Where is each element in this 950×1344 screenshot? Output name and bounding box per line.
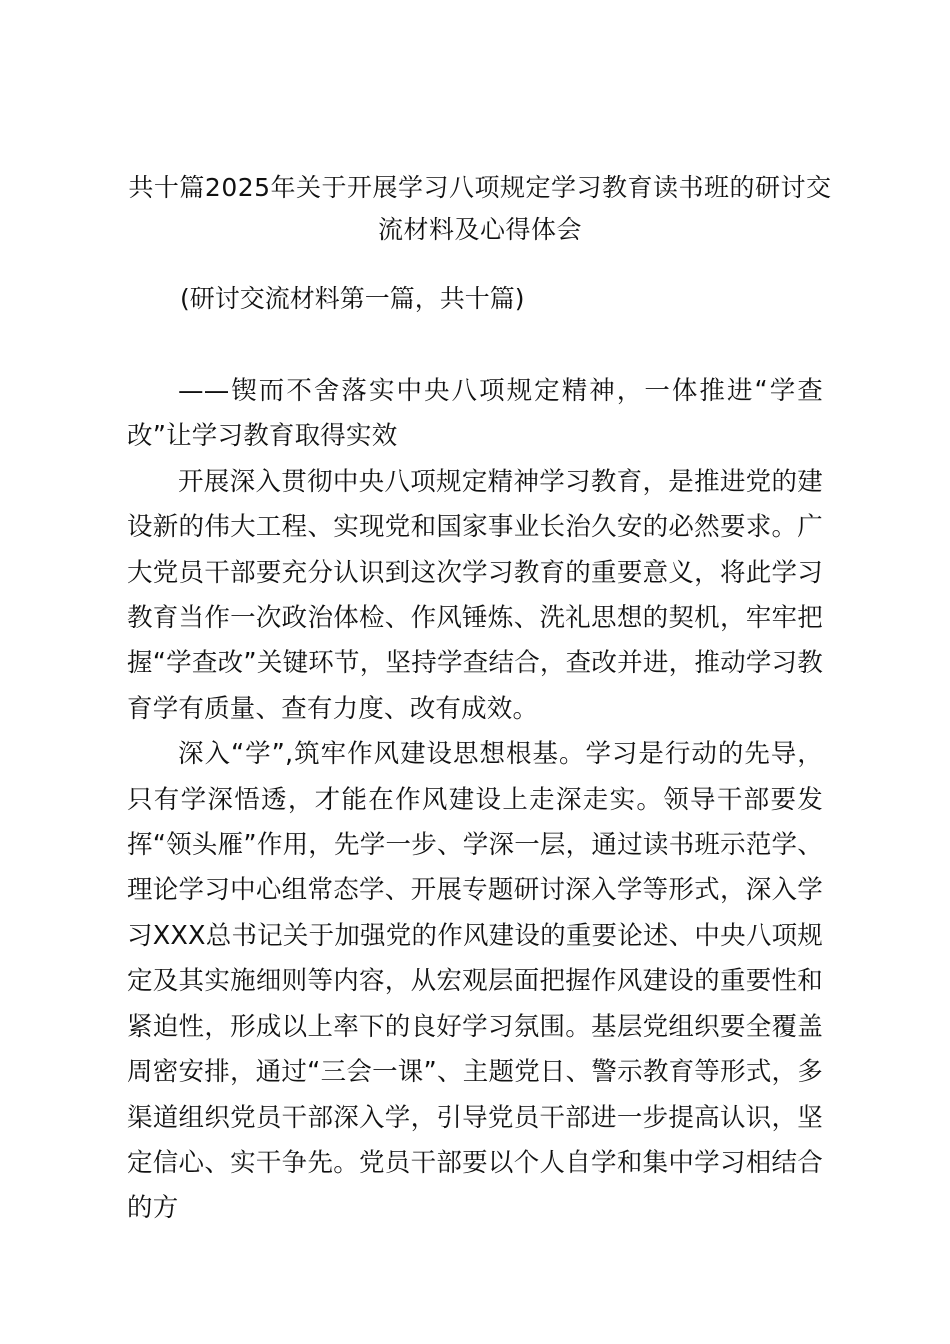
paragraph-study: 深入“学”,筑牢作风建设思想根基。学习是行动的先导，只有学深悟透，才能在作风建设上走深走实。领导干部要发挥“领头雁”作用，先学一步、学深一层，通过读书班示范学、理论学习中心组常态学、开展专题研讨深入学等形式，深入学习XXX总书记关于加强党的作风建设的重要论述、中央八项规定及其实施细则等内容，从宏观层面把握作风建设的重要性和紧迫性，形成以上率下的良好学习氛围。基层党组织要全覆盖周密安排，通过“三会一课”、主题党日、警示教育等形式，多渠道组织党员干部深入学，引导党员干部进一步提高认识，坚定信心、实干争先。党员干部要以个人自学和集中学习相结合的方 — [127, 739, 823, 1224]
document-title: 共十篇2025年关于开展学习八项规定学习教育读书班的研讨交流材料及心得体会 — [128, 172, 832, 244]
document-subtitle: (研讨交流材料第一篇，共十篇) — [180, 284, 525, 313]
paragraph-theme: ——锲而不舍落实中央八项规定精神，一体推进“学查改”让学习教育取得实效 — [127, 376, 823, 452]
document-body — [127, 369, 823, 1232]
paragraph-intro: 开展深入贯彻中央八项规定精神学习教育，是推进党的建设新的伟大工程、实现党和国家事业长治久安的必然要求。广大党员干部要充分认识到这次学习教育的重要意义，将此学习教育当作一次政治体检、作风锤炼、洗礼思想的契机，牢牢把握“学查改”关键环节，坚持学查结合，查改并进，推动学习教育学有质量、查有力度、改有成效。 — [127, 466, 823, 724]
